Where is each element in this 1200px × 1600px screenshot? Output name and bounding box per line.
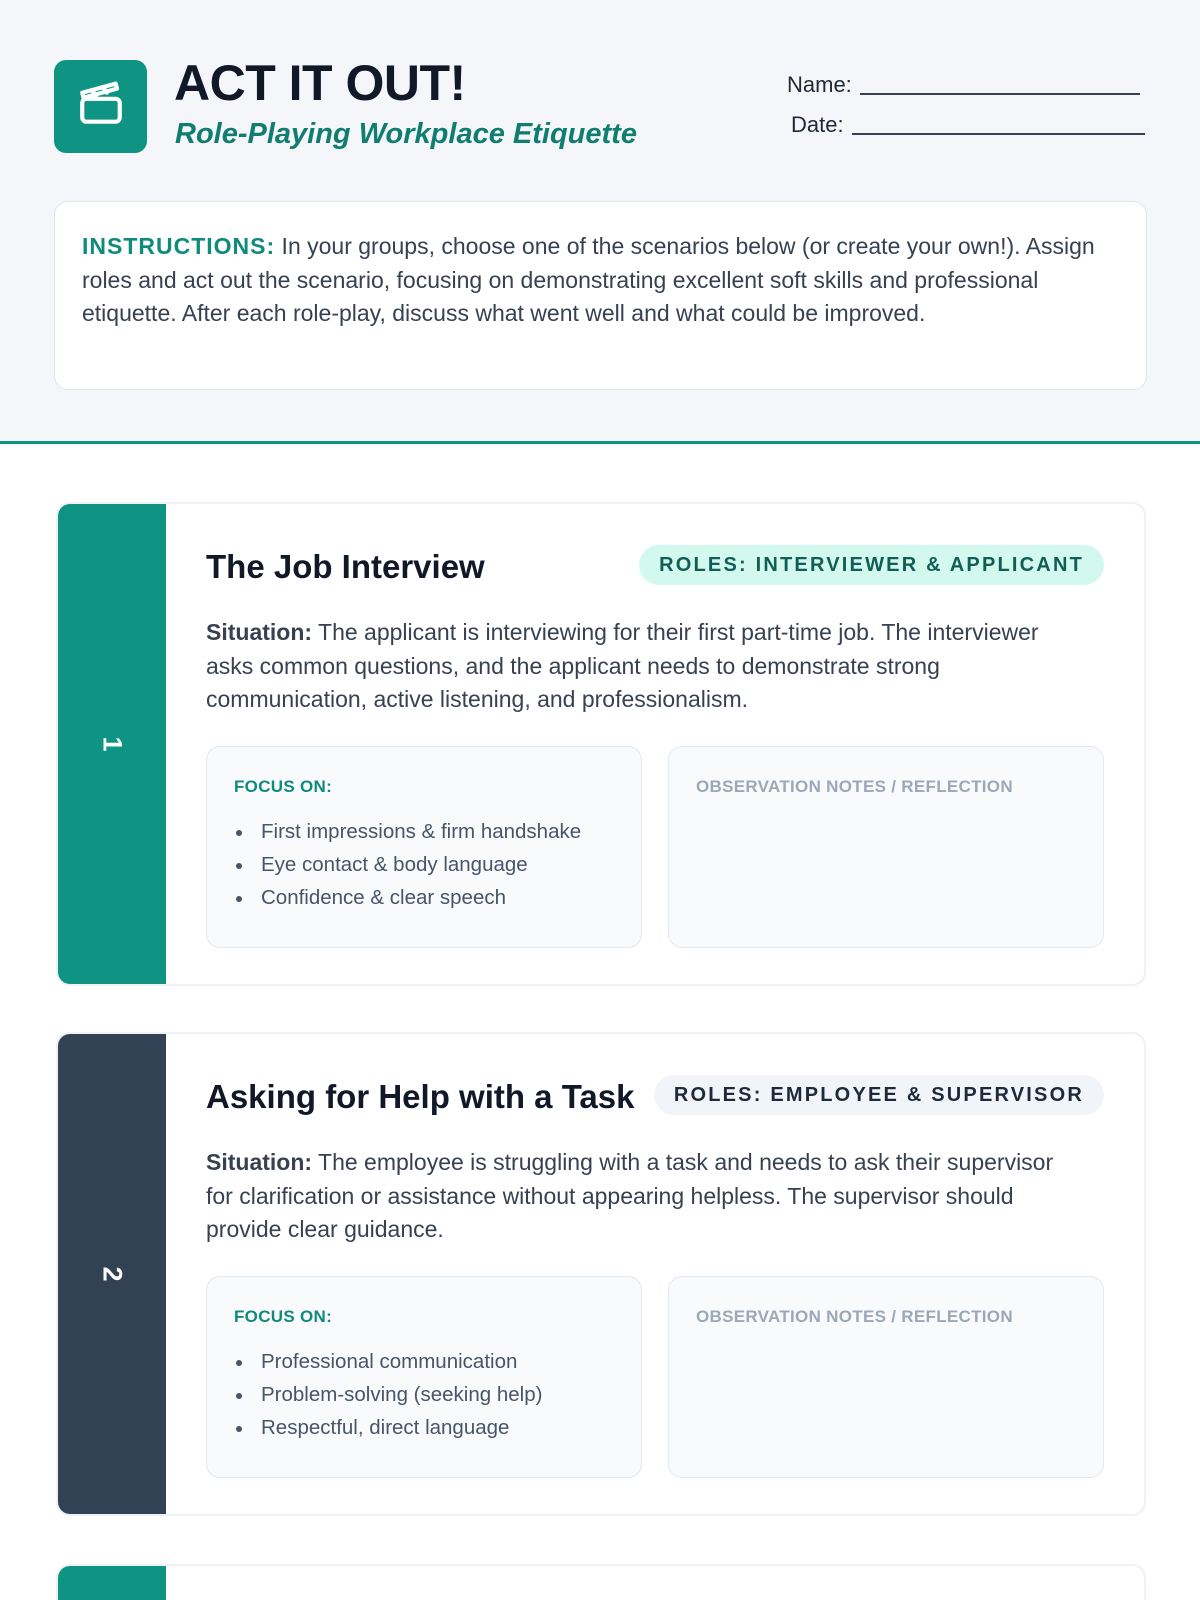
logo-badge xyxy=(54,60,147,153)
focus-item: Eye contact & body language xyxy=(234,848,615,881)
focus-item: Professional communication xyxy=(234,1345,615,1378)
date-input-line[interactable] xyxy=(852,133,1145,135)
focus-item: Respectful, direct language xyxy=(234,1411,615,1444)
focus-item: Problem-solving (seeking help) xyxy=(234,1378,615,1411)
roles-badge: ROLES: EMPLOYEE & SUPERVISOR xyxy=(654,1075,1104,1115)
name-input-line[interactable] xyxy=(860,93,1140,95)
focus-list xyxy=(234,815,615,914)
notes-title: OBSERVATION NOTES / REFLECTION xyxy=(696,777,1013,796)
date-field xyxy=(791,112,1145,138)
page-title: ACT IT OUT! xyxy=(174,55,466,111)
notes-title: OBSERVATION NOTES / REFLECTION xyxy=(696,1307,1013,1326)
focus-item: First impressions & firm handshake xyxy=(234,815,615,848)
scenario-card xyxy=(56,1032,1146,1516)
focus-box xyxy=(206,1276,642,1478)
worksheet-header xyxy=(0,0,1200,444)
scenario-card xyxy=(56,1564,1146,1600)
situation-text: The applicant is interviewing for their first part-time job. The interviewer asks common questions, and the applicant needs to demonstrate strong communication, active listening, and professionalism. xyxy=(206,619,1039,712)
situation-label: Situation: xyxy=(206,619,313,645)
focus-title: FOCUS ON: xyxy=(234,777,333,796)
scenario-title: Asking for Help with a Task xyxy=(206,1078,635,1115)
scenario-number-stripe xyxy=(58,1034,166,1514)
scenario-number: 1 xyxy=(97,736,128,752)
scenario-title: The Job Interview xyxy=(206,548,485,585)
focus-list xyxy=(234,1345,615,1444)
name-label: Name: xyxy=(787,72,852,97)
date-label: Date: xyxy=(791,112,844,137)
instructions-box xyxy=(54,201,1147,390)
focus-box xyxy=(206,746,642,948)
situation-label: Situation: xyxy=(206,1149,313,1175)
scenario-situation xyxy=(206,1146,1086,1247)
scenario-card xyxy=(56,502,1146,986)
situation-text: The employee is struggling with a task and needs to ask their supervisor for clarification or assistance without appearing helpless. The supervisor should provide clear guidance. xyxy=(206,1149,1054,1242)
instructions-text: In your groups, choose one of the scenarios below (or create your own!). Assign roles and act out the scenario, focusing on demonstrating excellent soft skills and professional etiquette. After each role-play, discuss what went well and what could be improved. xyxy=(82,233,1095,326)
focus-title: FOCUS ON: xyxy=(234,1307,333,1326)
scenario-number: 2 xyxy=(97,1266,128,1282)
scenario-situation xyxy=(206,616,1086,717)
observation-notes-box[interactable] xyxy=(668,1276,1104,1478)
instructions-lead: INSTRUCTIONS: xyxy=(82,233,276,259)
observation-notes-box[interactable] xyxy=(668,746,1104,948)
focus-item: Confidence & clear speech xyxy=(234,881,615,914)
roles-badge: ROLES: INTERVIEWER & APPLICANT xyxy=(639,545,1104,585)
scenario-number-stripe xyxy=(58,504,166,984)
scenario-number-stripe xyxy=(58,1566,166,1600)
page-subtitle: Role-Playing Workplace Etiquette xyxy=(175,118,637,150)
clapperboard-icon xyxy=(76,79,126,134)
name-field xyxy=(787,72,1140,98)
